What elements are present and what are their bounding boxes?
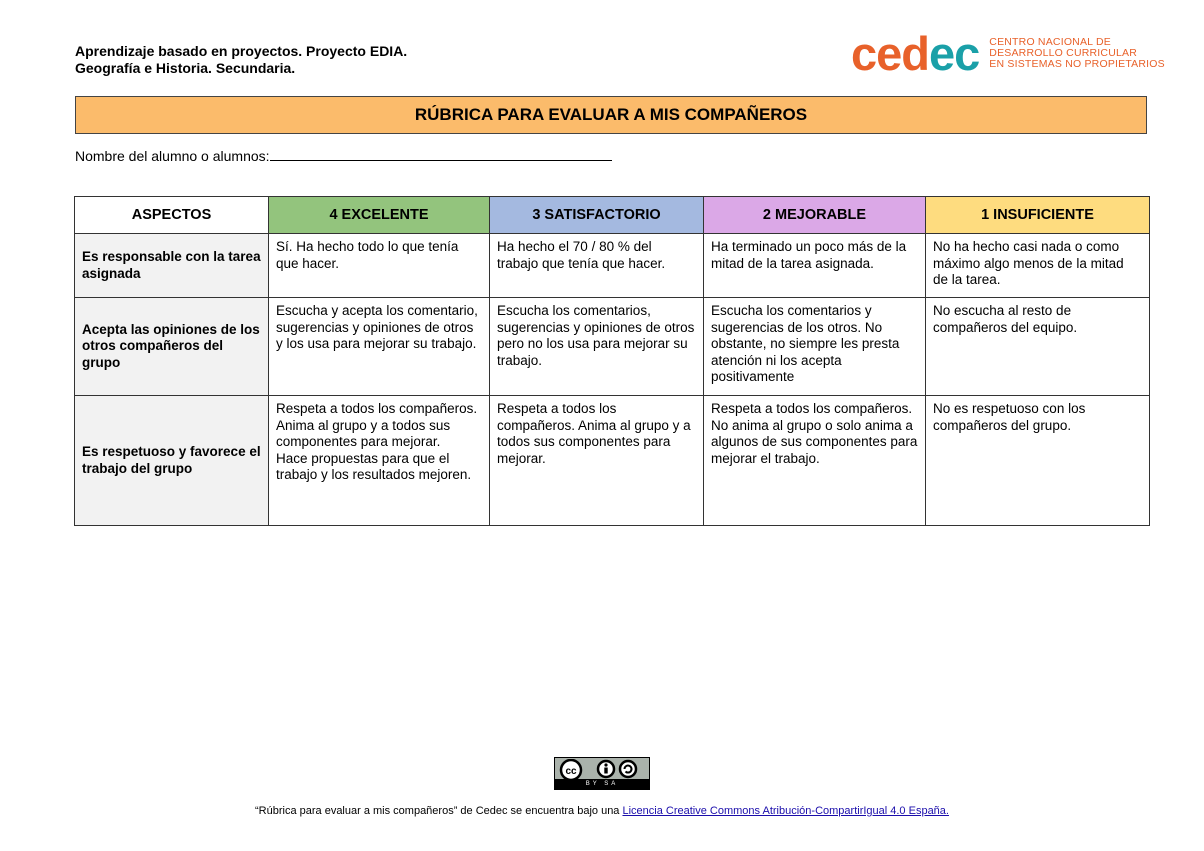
logo-tagline: [989, 37, 1165, 70]
criteria-cell: Respeta a todos los compañeros. No anima al grupo o solo anima a algunos de sus componentes para mejorar el trabajo.: [704, 396, 926, 526]
document-header: [75, 43, 407, 77]
rubric-row: [75, 298, 1150, 396]
rubric-table: [74, 196, 1150, 526]
logo-word: cedec: [851, 27, 980, 80]
header-mejorable: 2 MEJORABLE: [704, 197, 926, 234]
header-aspectos: ASPECTOS: [75, 197, 269, 234]
rubric-row: [75, 234, 1150, 298]
aspect-cell: Es responsable con la tarea asignada: [75, 234, 269, 298]
criteria-cell: Sí. Ha hecho todo lo que tenía que hacer.: [269, 234, 490, 298]
aspect-cell: Es respetuoso y favorece el trabajo del grupo: [75, 396, 269, 526]
svg-text:cc: cc: [565, 766, 577, 777]
license-attribution: “Rúbrica para evaluar a mis compañeros” de Cedec se encuentra bajo una: [255, 805, 623, 817]
criteria-cell: Respeta a todos los compañeros. Anima al grupo y a todos sus componentes para mejorar. Hace propuestas para que el trabajo y los resultados mejoren.: [269, 396, 490, 526]
criteria-cell: Ha hecho el 70 / 80 % del trabajo que tenía que hacer.: [490, 234, 704, 298]
cc-icons: [555, 759, 648, 779]
aspect-cell: Acepta las opiniones de los otros compañeros del grupo: [75, 298, 269, 396]
license-footer: [0, 757, 1204, 817]
criteria-cell: Ha terminado un poco más de la mitad de la tarea asignada.: [704, 234, 926, 298]
criteria-cell: Escucha los comentarios y sugerencias de los otros. No obstante, no siempre les presta atención ni los acepta positivamente: [704, 298, 926, 396]
rubric-row: [75, 396, 1150, 526]
cedec-logo: [851, 27, 1165, 80]
subject-line: Geografía e Historia. Secundaria.: [75, 60, 296, 76]
logo-tag-line-1: CENTRO NACIONAL DE: [989, 36, 1111, 48]
student-name-blank: [270, 147, 612, 161]
criteria-cell: Respeta a todos los compañeros. Anima al grupo y a todos sus componentes para mejorar.: [490, 396, 704, 526]
rubric-header-row: [75, 197, 1150, 234]
criteria-cell: No escucha al resto de compañeros del equipo.: [926, 298, 1150, 396]
header-excelente: 4 EXCELENTE: [269, 197, 490, 234]
logo-tag-line-3: EN SISTEMAS NO PROPIETARIOS: [989, 58, 1165, 70]
project-line: Aprendizaje basado en proyectos. Proyecto EDIA.: [75, 43, 408, 59]
header-insuficiente: 1 INSUFICIENTE: [926, 197, 1150, 234]
cc-by-sa-badge[interactable]: [554, 757, 650, 790]
license-link[interactable]: Licencia Creative Commons Atribución-CompartirIgual 4.0 España.: [622, 805, 949, 817]
header-satisfactorio: 3 SATISFACTORIO: [490, 197, 704, 234]
criteria-cell: Escucha y acepta los comentario, sugerencias y opiniones de otros y los usa para mejorar su trabajo.: [269, 298, 490, 396]
criteria-cell: No ha hecho casi nada o como máximo algo menos de la mitad de la tarea.: [926, 234, 1150, 298]
license-text: [0, 805, 1204, 817]
student-name-field: [75, 147, 612, 164]
rubric-title: RÚBRICA PARA EVALUAR A MIS COMPAÑEROS: [75, 96, 1147, 134]
badge-label: BY SA: [555, 779, 649, 789]
student-name-label: Nombre del alumno o alumnos:: [75, 148, 270, 164]
criteria-cell: Escucha los comentarios, sugerencias y opiniones de otros pero no los usa para mejorar su trabajo.: [490, 298, 704, 396]
criteria-cell: No es respetuoso con los compañeros del grupo.: [926, 396, 1150, 526]
logo-tag-line-2: DESARROLLO CURRICULAR: [989, 47, 1138, 59]
